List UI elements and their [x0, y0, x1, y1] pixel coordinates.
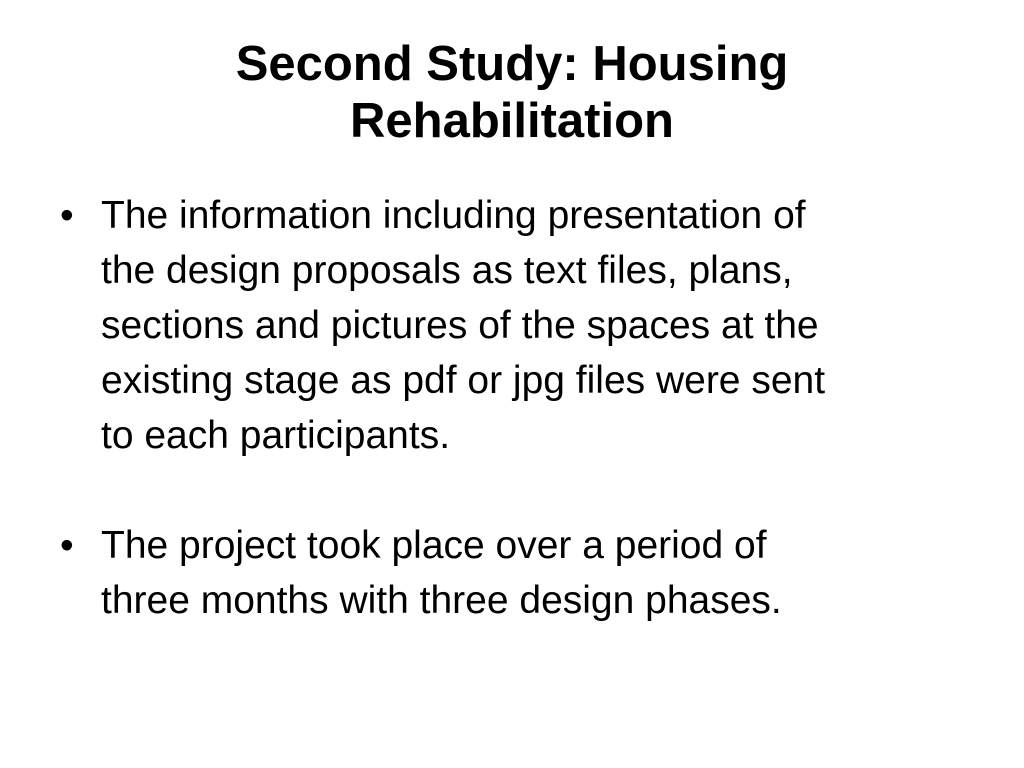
title-line-2: Rehabilitation — [350, 94, 674, 148]
slide-title — [0, 36, 1024, 150]
bullet-1-line-1: The information including presentation of — [101, 194, 806, 237]
bullet-1-line-5: to each participants. — [101, 414, 451, 457]
bullet-icon: • — [60, 524, 74, 567]
bullet-2-line-1: The project took place over a period of — [101, 524, 767, 567]
title-line-1: Second Study: Housing — [235, 37, 789, 91]
bullet-icon: • — [60, 194, 74, 237]
bullet-2-line-2: three months with three design phases. — [101, 579, 782, 622]
bullet-1-line-2: the design proposals as text files, plans, — [101, 249, 793, 292]
bullet-item-2 — [60, 518, 970, 628]
bullet-list — [60, 188, 970, 628]
bullet-1-line-4: existing stage as pdf or jpg files were sent — [101, 359, 826, 402]
bullet-1-line-3: sections and pictures of the spaces at the — [101, 304, 819, 347]
bullet-item-1 — [60, 188, 970, 463]
